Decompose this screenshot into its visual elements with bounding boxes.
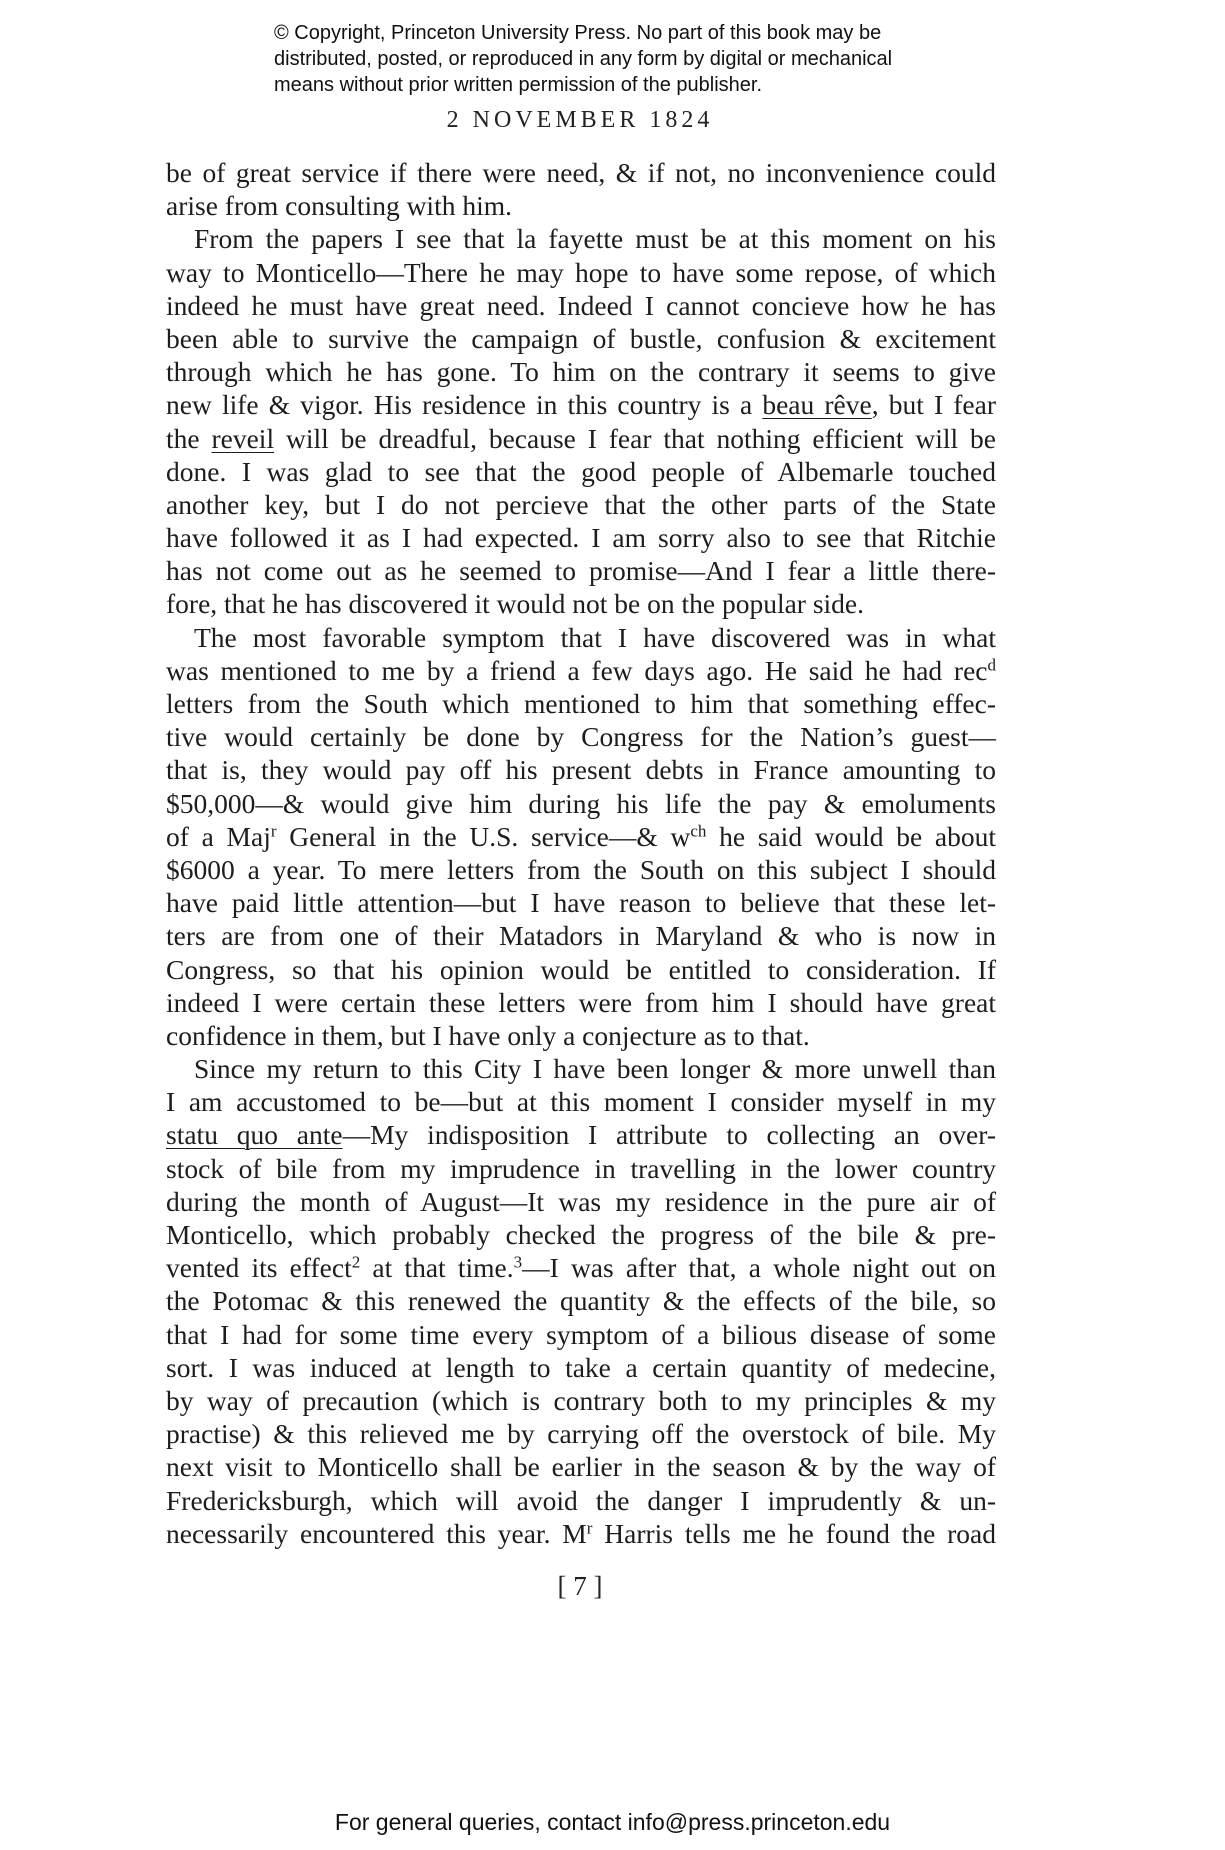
text-line [166,1118,996,1151]
running-head-date: 2 NOVEMBER 1824 [446,107,714,133]
superscript: r [270,821,277,841]
text-run: vented its effect [166,1252,352,1284]
text-line: $50,000—& would give him during his life the pay & emoluments [166,787,996,819]
copyright-line: distributed, posted, or reproduced in any form by digital or mechanical [274,48,893,70]
text-line: Fredericksburgh, which will avoid the danger I imprudently & un- [166,1484,996,1516]
text-line: arise from consulting with him. [166,190,512,222]
page-number: [ 7 ] [557,1571,603,1601]
text-line [166,422,996,455]
text-run: at that time. [360,1252,514,1284]
text-line: indeed I were certain these letters were from him I should have great [166,986,996,1018]
text-line: indeed he must have great need. Indeed I cannot concieve how he has [166,289,996,321]
text-line: have followed it as I had expected. I am sorry also to see that Ritchie [166,522,996,554]
contact-footer: For general queries, contact info@press.princeton.edu [334,1809,891,1835]
text-line: Monticello, which probably checked the progress of the bile & pre- [166,1219,996,1250]
text-line: has not come out as he seemed to promise—And I fear a little there- [166,555,996,587]
superscript: r [586,1518,593,1538]
superscript: ch [690,821,707,841]
footnote-ref: 2 [351,1252,361,1272]
text-line: sort. I was induced at length to take a certain quantity of medecine, [166,1351,996,1383]
text-line: by way of precaution (which is contrary both to my principles & my [166,1384,996,1416]
text-line: through which he has gone. To him on the contrary it seems to give [166,356,996,388]
text-run: of a Maj [166,820,271,852]
text-run: he said would be about [706,820,996,852]
text-line [166,820,996,853]
text-line: be of great service if there were need, & if not, no inconvenience could [166,157,996,188]
text-line: the Potomac & this renewed the quantity & the effects of the bile, so [166,1285,996,1317]
text-line: I am accustomed to be—but at this moment I consider myself in my [166,1086,996,1118]
text-run: the [166,422,212,454]
text-line: have paid little attention—but I have reason to believe that these let- [166,887,996,919]
text-line: letters from the South which mentioned to him that something effec- [166,688,996,719]
paragraph-start-line: Since my return to this City I have been longer & more unwell than [194,1053,996,1085]
text-line [166,654,996,687]
text-line: practise) & this relieved me by carrying off the overstock of bile. My [166,1418,996,1450]
text-line [166,1517,996,1550]
underlined-word: reveil [211,422,275,454]
text-line: done. I was glad to see that the good people of Albemarle touched [166,455,996,487]
text-line: way to Monticello—There he may hope to have some repose, of which [166,256,996,288]
text-line: that I had for some time every symptom of a bilious disease of some [166,1318,996,1350]
text-line: been able to survive the campaign of bustle, confusion & excitement [166,322,996,354]
footnote-ref: 3 [513,1252,523,1272]
text-line: $6000 a year. To mere letters from the South on this subject I should [166,853,996,885]
superscript: d [987,655,996,675]
text-run: —My indisposition I attribute to collecting an over- [342,1119,997,1151]
text-line: fore, that he has discovered it would not be on the popular side. [166,588,865,620]
copyright-line: © Copyright, Princeton University Press. No part of this book may be [274,22,882,44]
text-run: was mentioned to me by a friend a few days ago. He said he had rec [166,654,988,686]
text-run: General in the U.S. service—& w [276,820,691,852]
text-line: Congress, so that his opinion would be entitled to consideration. If [166,953,996,985]
text-run: necessarily encountered this year. M [166,1517,587,1549]
text-run: —I was after that, a whole night out on [522,1252,996,1284]
paragraph-start-line: The most favorable symptom that I have discovered was in what [194,621,996,653]
underlined-phrase: beau rêve [762,389,872,421]
text-line: that is, they would pay off his present debts in France amounting to [166,754,996,786]
underlined-phrase: statu quo ante [166,1119,343,1151]
text-line: next visit to Monticello shall be earlier in the season & by the way of [166,1451,996,1483]
text-line: ters are from one of their Matadors in Maryland & who is now in [166,920,996,952]
text-line: stock of bile from my imprudence in travelling in the lower country [166,1152,996,1184]
text-line: confidence in them, but I have only a conjecture as to that. [166,1019,810,1051]
text-line: tive would certainly be done by Congress for the Nation’s guest— [166,721,996,753]
text-line [166,1251,996,1284]
text-run: , but I fear [871,389,996,421]
text-run: will be dreadful, because I fear that nothing efficient will be [274,422,996,454]
text-line: during the month of August—It was my residence in the pure air of [166,1185,996,1217]
text-line [166,388,996,421]
copyright-line: means without prior written permission of the publisher. [274,74,763,96]
paragraph-start-line: From the papers I see that la fayette must be at this moment on his [194,223,996,255]
text-run: Harris tells me he found the road [592,1517,996,1549]
text-line: another key, but I do not percieve that the other parts of the State [166,488,996,520]
letter-body [166,156,996,1550]
text-run: new life & vigor. His residence in this country is a [166,389,763,421]
copyright-notice [274,20,1034,98]
